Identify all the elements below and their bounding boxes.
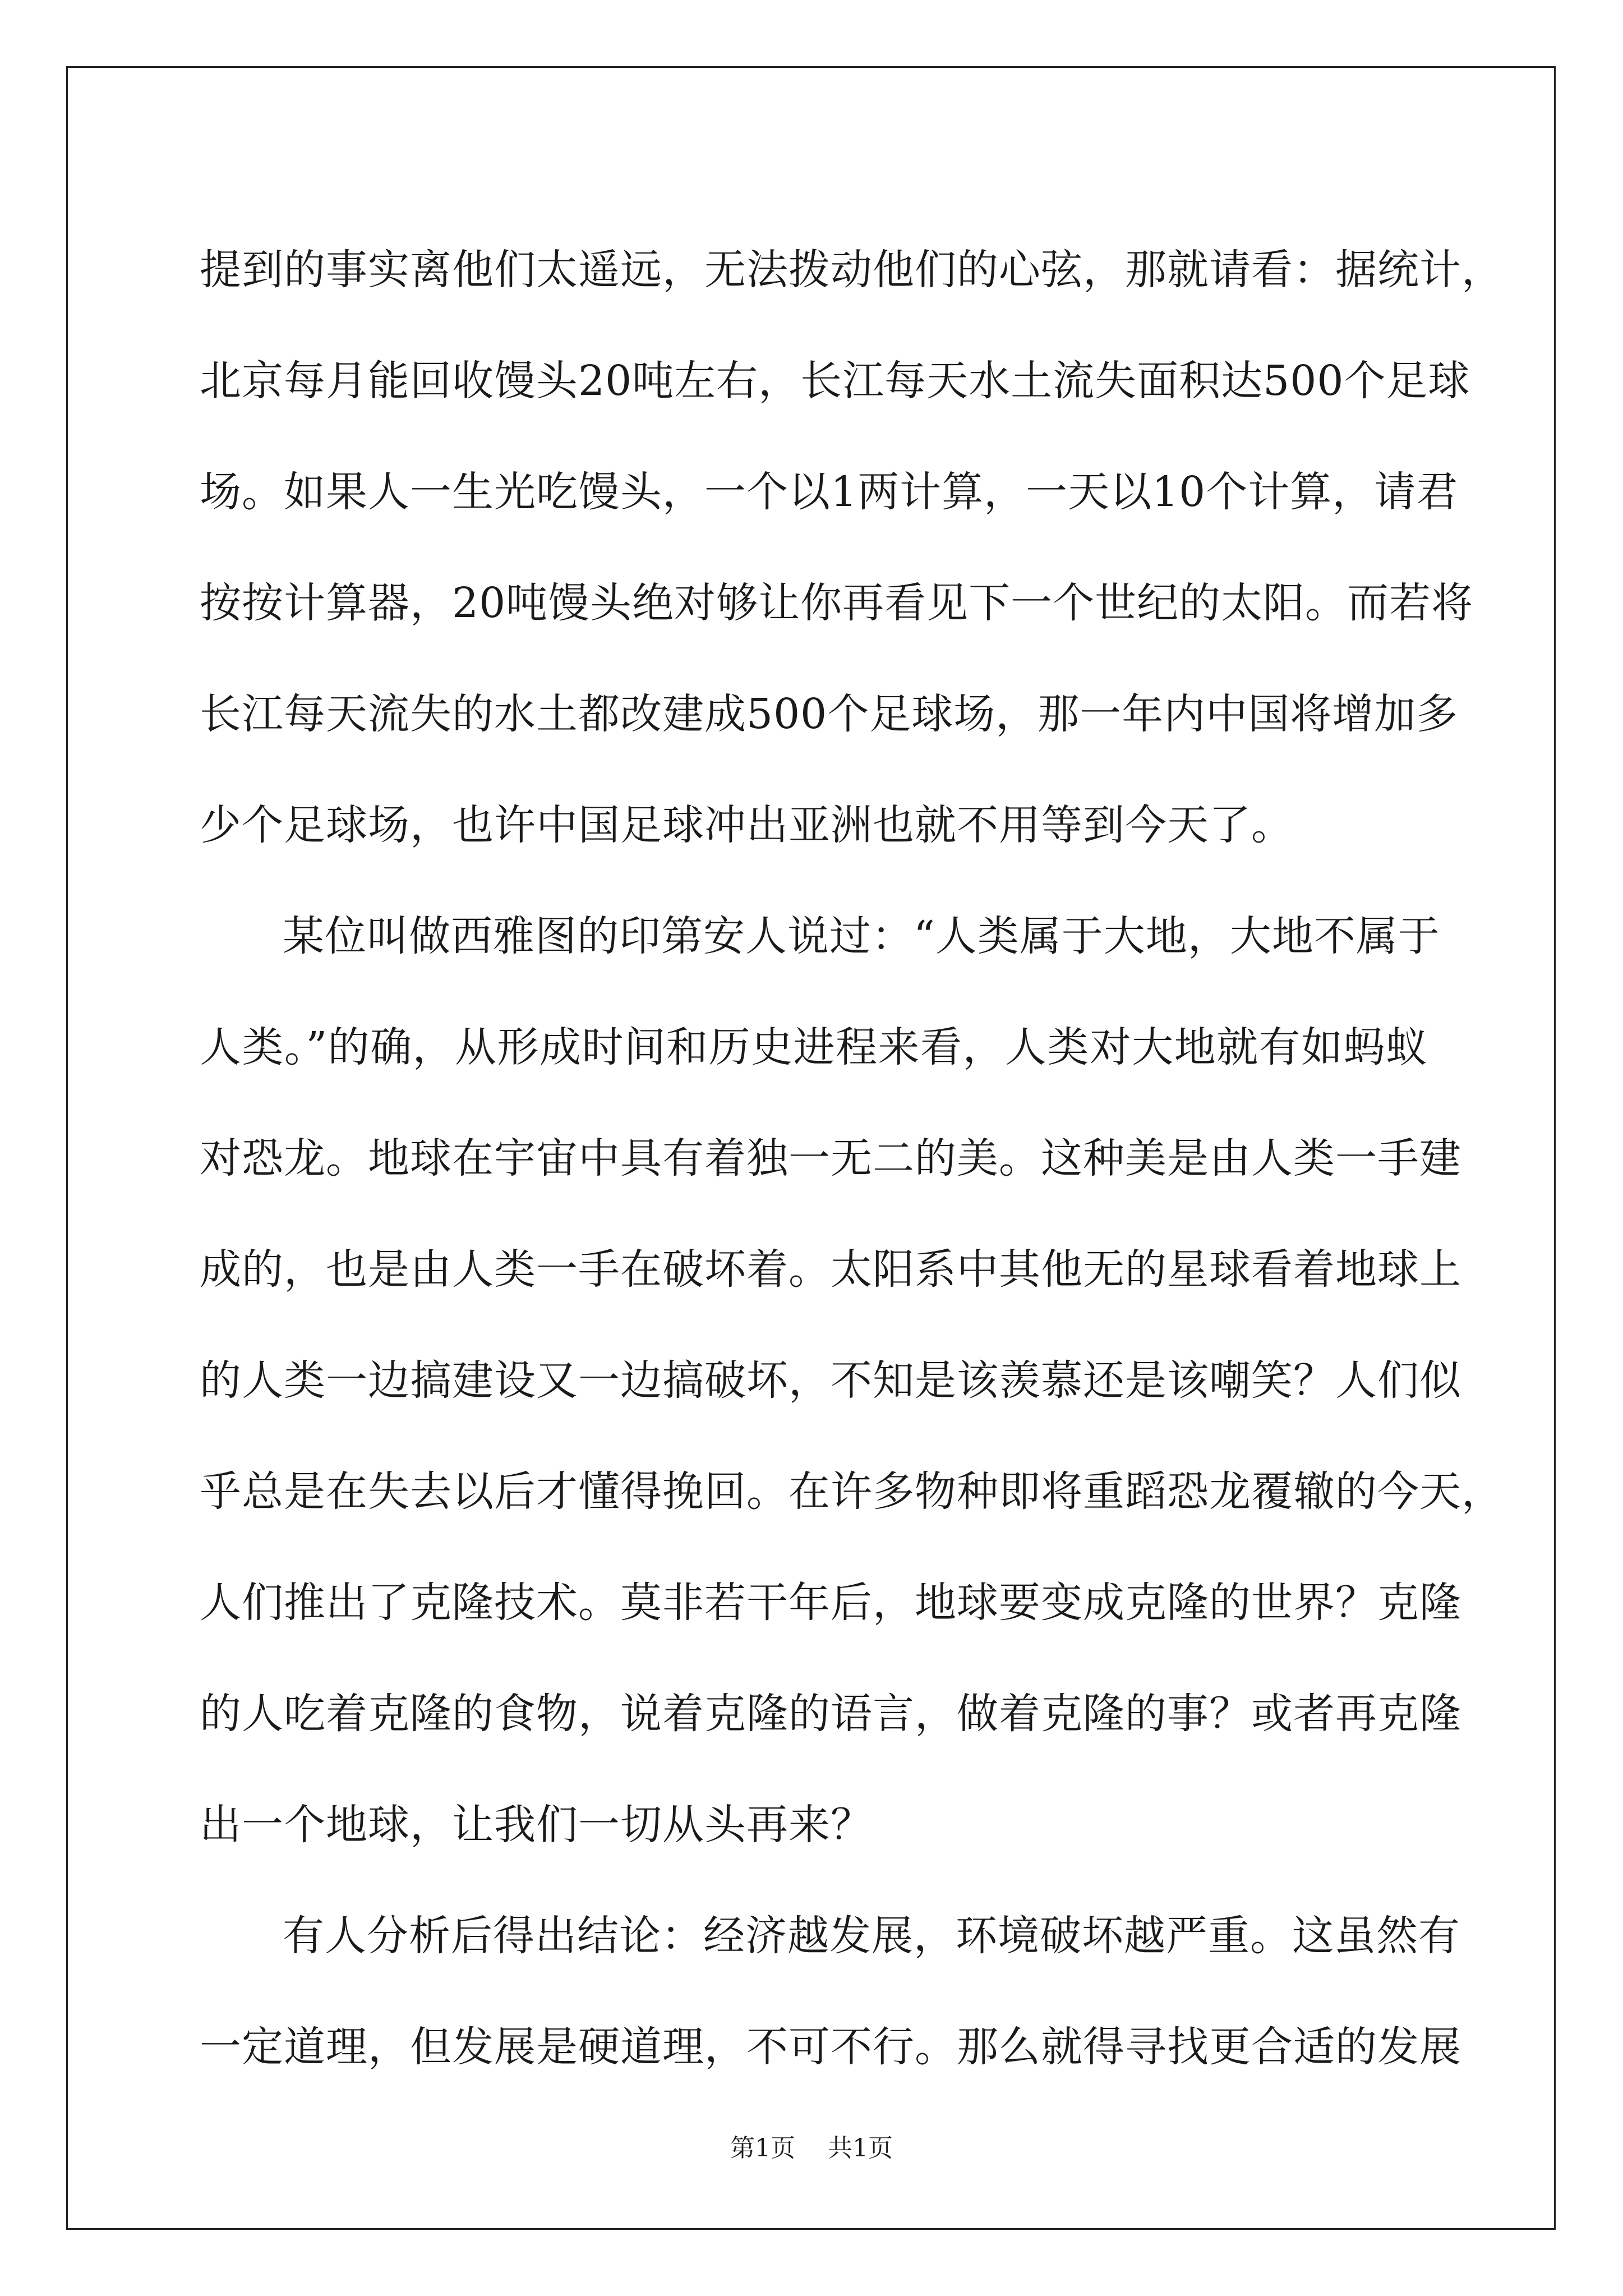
text-line: 少个足球场，也许中国足球冲出亚洲也就不用等到今天了。 [200, 801, 1293, 849]
page-number-total: 共1页 [828, 2134, 893, 2162]
text-line: 的人吃着克隆的食物，说着克隆的语言，做着克隆的事？或者再克隆 [200, 1690, 1461, 1738]
text-line: 有人分析后得出结论：经济越发展，环境破坏越严重。这虽然有 [283, 1912, 1460, 1960]
page-footer [0, 2132, 1623, 2165]
page-number-current: 第1页 [730, 2134, 795, 2162]
text-line: 出一个地球，让我们一切从头再来？ [200, 1801, 873, 1849]
text-line: 对恐龙。地球在宇宙中具有着独一无二的美。这种美是由人类一手建 [200, 1134, 1461, 1182]
text-line: 场。如果人一生光吃馒头，一个以1两计算，一天以10个计算，请君 [200, 468, 1459, 516]
text-line: 乎总是在失去以后才懂得挽回。在许多物种即将重蹈恐龙覆辙的今天， [200, 1467, 1504, 1516]
text-line: 成的，也是由人类一手在破坏着。太阳系中其他无的星球看着地球上 [200, 1245, 1461, 1294]
text-line: 的人类一边搞建设又一边搞破坏，不知是该羡慕还是该嘲笑？人们似 [200, 1356, 1461, 1405]
text-line: 人们推出了克隆技术。莫非若干年后，地球要变成克隆的世界？克隆 [200, 1579, 1461, 1627]
text-line: 提到的事实离他们太遥远，无法拨动他们的心弦，那就请看：据统计， [200, 246, 1504, 294]
text-line: 某位叫做西雅图的印第安人说过：“人类属于大地，大地不属于 [283, 912, 1440, 960]
document-body [200, 214, 1504, 2102]
text-line: 一定道理，但发展是硬道理，不可不行。那么就得寻找更合适的发展 [200, 2023, 1461, 2071]
text-line: 人类。”的确，从形成时间和历史进程来看，人类对大地就有如蚂蚁 [200, 1023, 1428, 1071]
text-line: 按按计算器，20吨馒头绝对够让你再看见下一个世纪的太阳。而若将 [200, 579, 1474, 627]
text-line: 北京每月能回收馒头20吨左右，长江每天水土流失面积达500个足球 [200, 357, 1470, 405]
text-line: 长江每天流失的水土都改建成500个足球场，那一年内中国将增加多 [200, 690, 1459, 738]
